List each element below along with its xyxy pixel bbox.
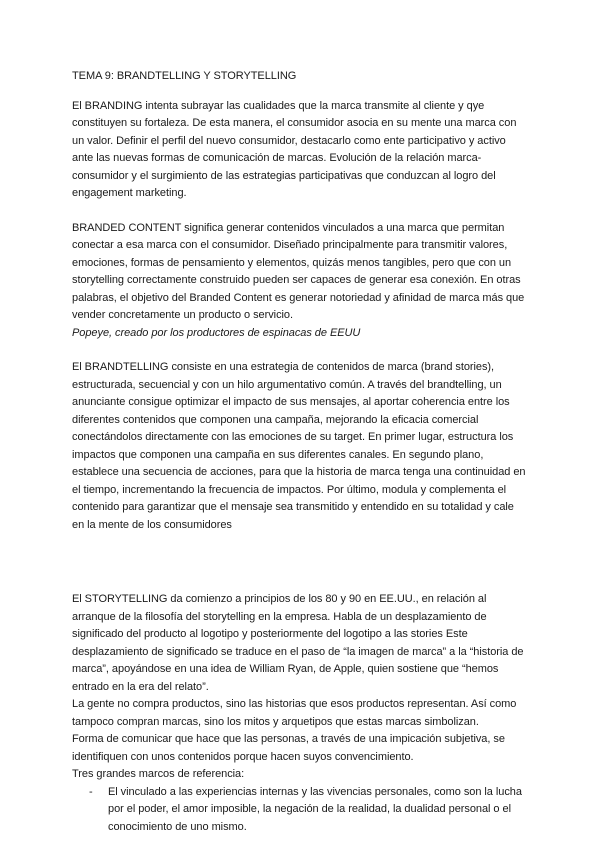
frames-intro: Tres grandes marcos de referencia: [72,768,245,780]
branding-paragraph: El BRANDING intenta subrayar las cualidades que la marca transmite al cliente y qye constituyen su fortaleza. De esta manera, el consumidor asocia en su mente una marca con un valor. Definir el perfil del nuevo consumidor, destacarlo como ente participativo y activo ante las nuevas formas de comunicación de marcas. Evolución de la relación marca-consumidor y el surgimiento de las estrategias participativas que conduzcan al logro del engagement marketing. [72,99,517,199]
frames-list [72,784,528,837]
branded-content-example: Popeye, creado por los productores de espinacas de EEUU [72,326,361,339]
branded-content-paragraph: BRANDED CONTENT significa generar contenidos vinculados a una marca que permitan conectar a esa marca con el consumidor. Diseñado principalmente para transmitir valores, emociones, formas de pensamiento y elementos, quizás menos tangibles, pero que con un storytelling correctamente construido pueden ser capaces de generar esa conexión. En otras palabras, el objetivo del Branded Content es generar notoriedad y afinidad de marca más que vender concretamente un producto o servicio. [72,221,525,321]
stories-line: La gente no compra productos, sino las historias que esos productos representan. Así como tampoco compran marcas, sino los mitos y arquetipos que estas marcas simbolizan. [72,698,517,728]
section-gap [72,551,528,591]
document-page [72,68,528,836]
list-bullet: - [89,785,93,798]
storytelling-paragraph: El STORYTELLING da comienzo a principios de los 80 y 90 en EE.UU., en relación al arranque de la filosofía del storytelling en la empresa. Habla de un desplazamiento de significado del producto al logotipo y posteriormente del logotipo a las stories Este desplazamiento de significado se traduce en el paso de “la imagen de marca” a la “historia de marca”, apoyándose en una idea de William Ryan, de Apple, quien sostiene que “hemos entrado en la era del relato”. [72,593,524,693]
communication-line: Forma de comunicar que hace que las personas, a través de una impicación subjetiva, se identifiquen con unos contenidos porque hacen suyos convencimiento. [72,733,505,763]
brandtelling-paragraph: El BRANDTELLING consiste en una estrategia de contenidos de marca (brand stories), estructurada, secuencial y con un hilo argumentativo común. A través del brandtelling, un anunciante consigue optimizar el impacto de sus mensajes, al aportar coherencia entre los diferentes contenidos que componen una campaña, mejorando la eficacia comercial conectándolos directamente con las emociones de su target. En primer lugar, estructura los impactos que componen una campaña en sus diferentes canales. En segundo plano, establece una secuencia de acciones, para que la historia de marca tenga una continuidad en el tiempo, incrementando la frecuencia de impactos. Por último, modula y complementa el contenido para garantizar que el mensaje sea transmitido y entendido en su totalidad y cale en la mente de los consumidores [72,361,526,531]
list-item [72,784,528,837]
list-item-text: El vinculado a las experiencias internas y las vivencias personales, como son la lucha por el poder, el amor imposible, la negación de la realidad, la dualidad personal o el conocimiento de uno mismo. [108,785,522,833]
document-title: TEMA 9: BRANDTELLING Y STORYTELLING [72,70,297,82]
